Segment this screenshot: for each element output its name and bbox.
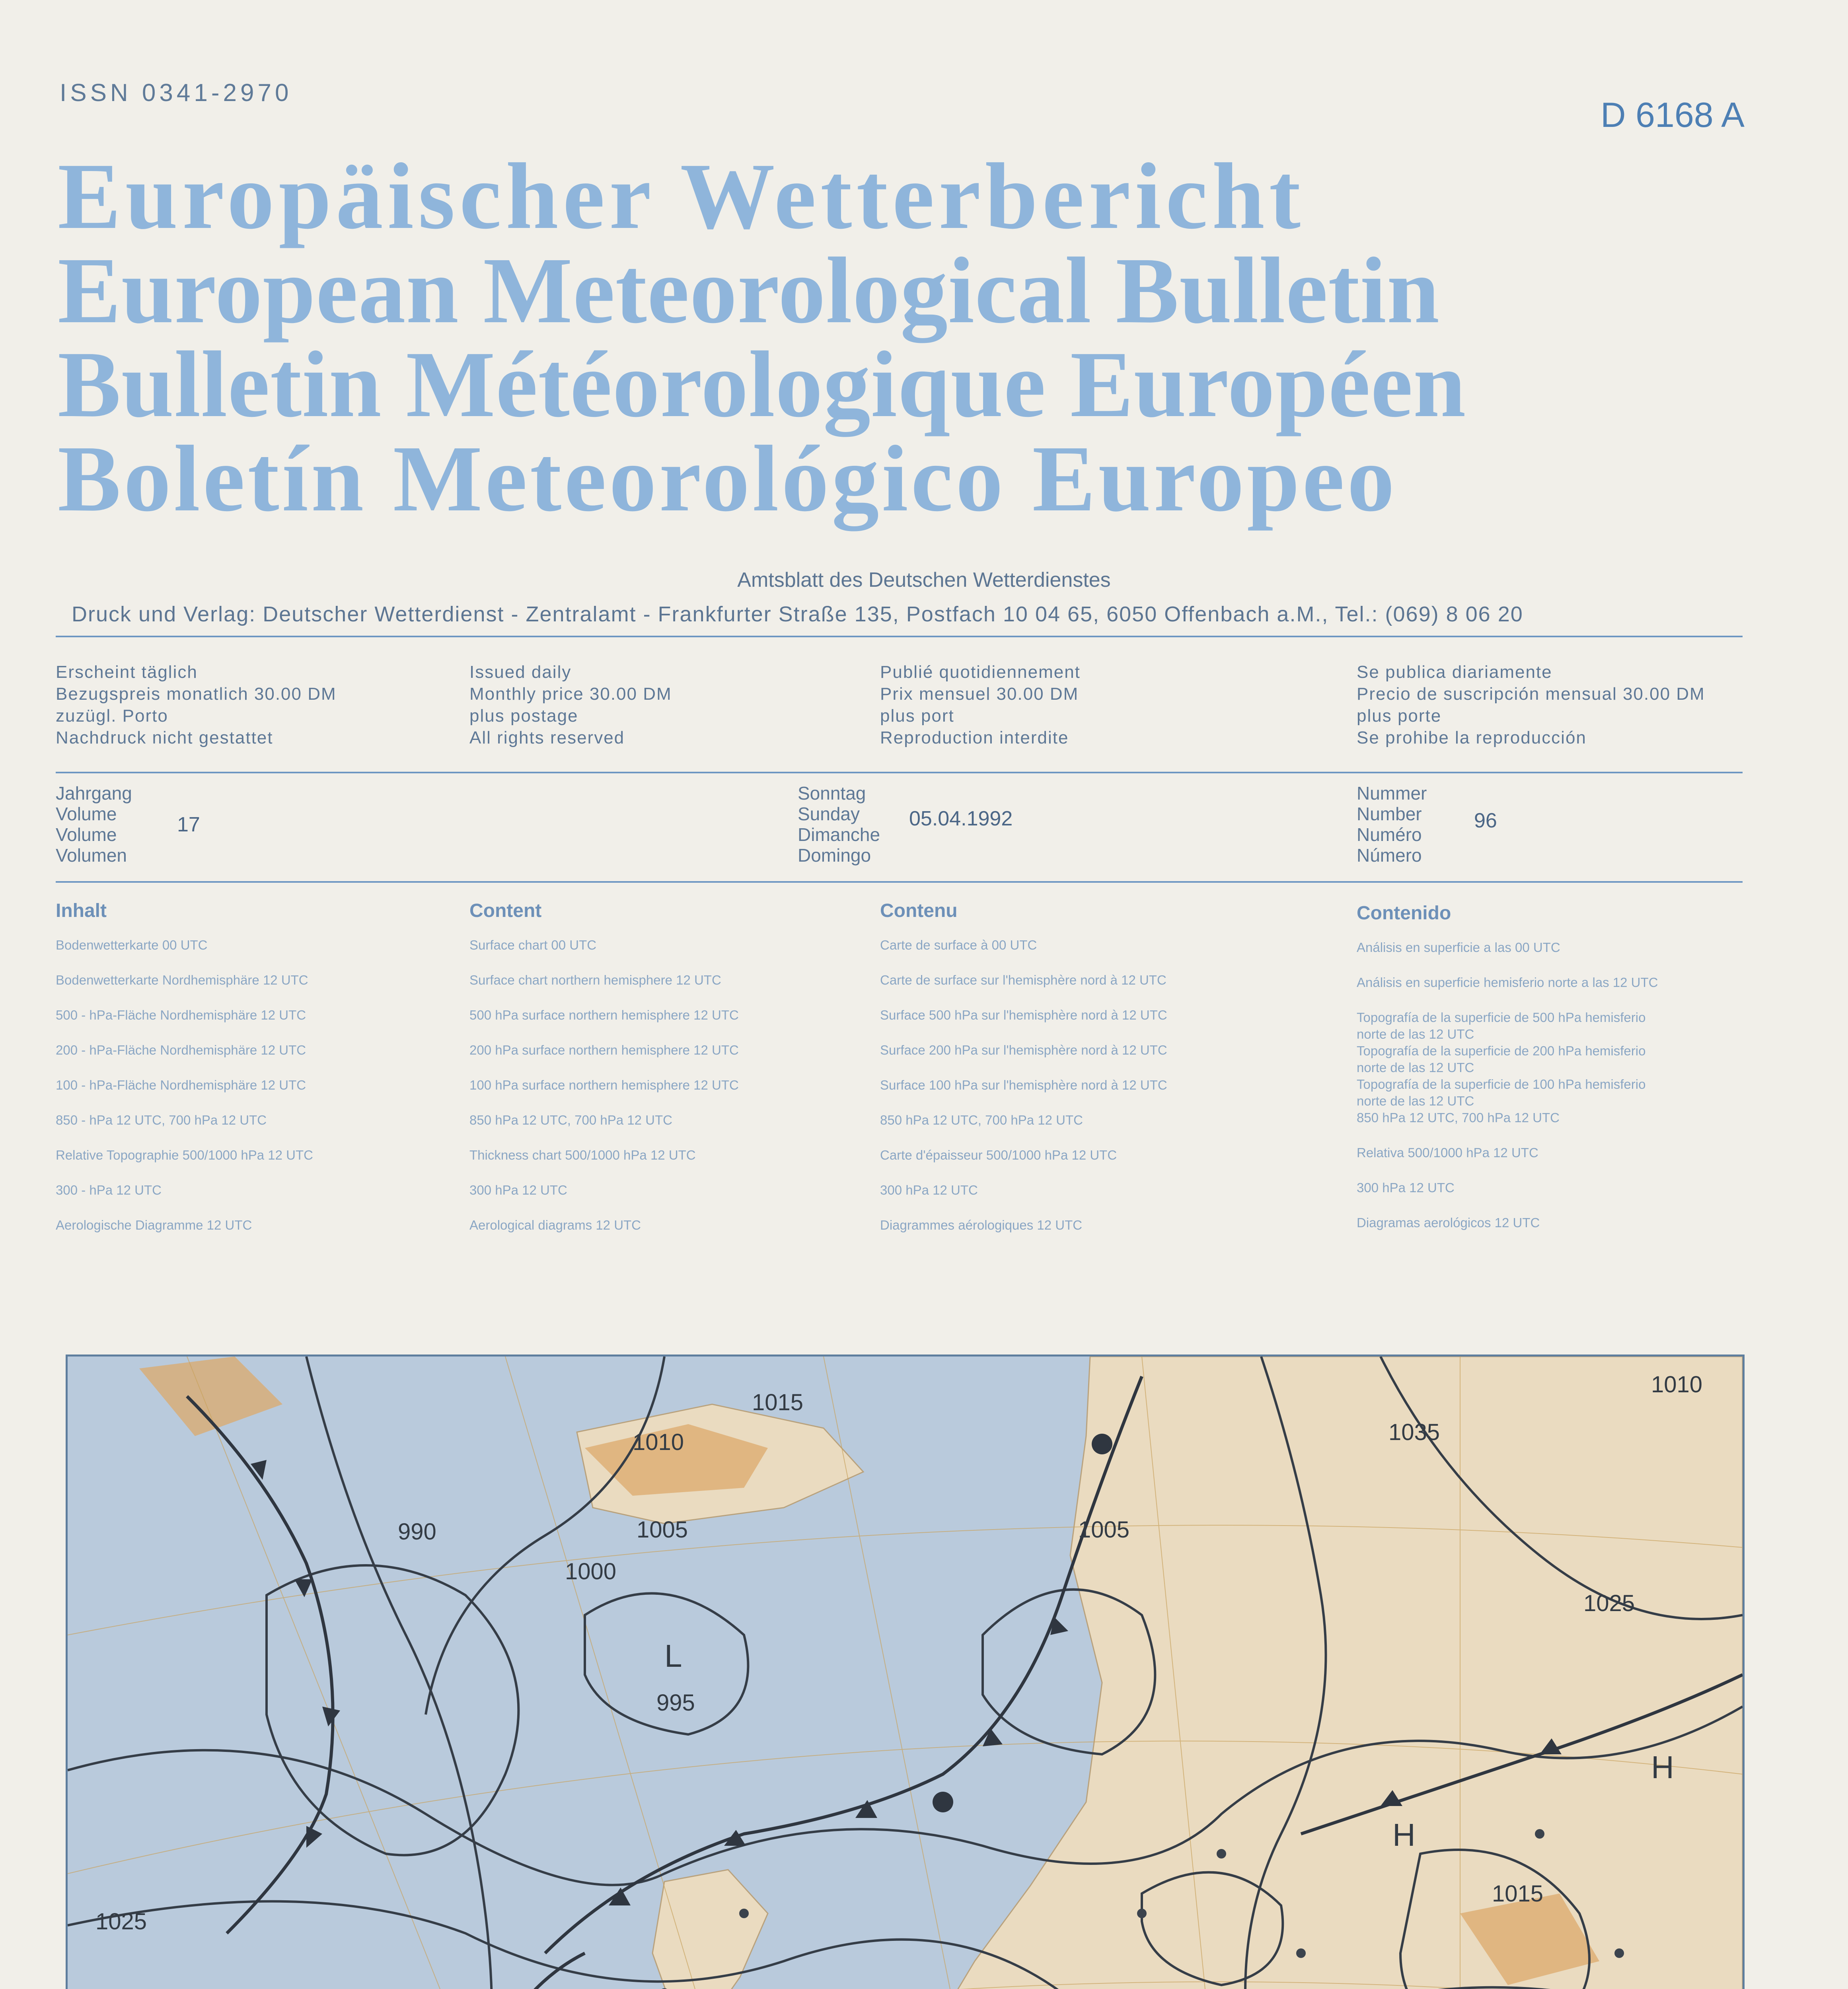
divider: [56, 772, 1743, 773]
contents-heading-french: Contenu: [880, 900, 958, 921]
isobar-label: 1005: [637, 1517, 688, 1543]
contents-heading-english: Content: [469, 900, 542, 921]
isobar-label: 1015: [752, 1390, 804, 1415]
divider: [56, 636, 1743, 637]
isobar-label: 995: [656, 1690, 695, 1716]
contents-english: Content Surface chart 00 UTC Surface chart northern hemisphere 12 UTC 500 hPa surface northern hemisphere 12 UTC 200 hPa surface northern hemisphere 12 UTC 100 hPa surface northern hemisphere 12 UTC 850 hPa 12 UTC, 700 hPa 12 UTC Thickness chart 500/1000 hPa 12 UTC 300 hPa 12 UTC Aerological diagrams 12 UTC: [469, 900, 739, 1232]
low-pressure-marker: L: [664, 1638, 682, 1674]
isobar-label: 1010: [1651, 1372, 1703, 1397]
subscription-german: Erscheint täglich Bezugspreis monatlich 30.00 DM zuzügl. Porto Nachdruck nicht gestattet: [56, 662, 337, 747]
contents-german: Inhalt Bodenwetterkarte 00 UTC Bodenwetterkarte Nordhemisphäre 12 UTC 500 - hPa-Fläche Nordhemisphäre 12 UTC 200 - hPa-Fläche Nordhemisphäre 12 UTC 100 - hPa-Fläche Nordhemisphäre 12 UTC 850 - hPa 12 UTC, 700 hPa 12 UTC Relative Topographie 500/1000 hPa 12 UTC 300 - hPa 12 UTC Aerologische Diagramme 12 UTC: [56, 900, 313, 1232]
isobar-label: 1025: [95, 1909, 147, 1935]
isobar-label: 1015: [1492, 1881, 1544, 1907]
title-english: European Meteorological Bulletin: [58, 238, 1440, 343]
publisher-line: Druck und Verlag: Deutscher Wetterdienst - Zentralamt - Frankfurter Straße 135, Postfach 10 04 65, 6050 Offenbach a.M., Tel.: (069) 8 06 20: [72, 602, 1523, 626]
issue-number: 96: [1474, 809, 1497, 832]
isobar-label: 1000: [565, 1559, 617, 1584]
title-french: Bulletin Météorologique Européen: [58, 332, 1466, 437]
volume-labels: Jahrgang Volume Volume Volumen: [56, 783, 132, 866]
number-labels: Nummer Number Numéro Número: [1357, 783, 1427, 866]
contents-french: Contenu Carte de surface à 00 UTC Carte de surface sur l'hemisphère nord à 12 UTC Surface 500 hPa sur l'hemisphère nord à 12 UTC Surface 200 hPa sur l'hemisphère nord à 12 UTC Surface 100 hPa sur l'hemisphère nord à 12 UTC 850 hPa 12 UTC, 700 hPa 12 UTC Carte d'épaisseur 500/1000 hPa 12 UTC 300 hPa 12 UTC Diagrammes aérologiques 12 UTC: [880, 900, 1167, 1232]
title-german: Europäischer Wetterbericht: [58, 144, 1305, 249]
isobar-label: 1025: [1583, 1590, 1635, 1616]
high-pressure-marker: H: [1392, 1817, 1416, 1853]
publication-code: D 6168 A: [1600, 95, 1745, 134]
isobar-label: 1010: [633, 1429, 684, 1455]
issn-number: ISSN 0341-2970: [60, 79, 292, 107]
contents-heading-german: Inhalt: [56, 900, 107, 921]
volume-value: 17: [177, 813, 200, 836]
subscription-spanish: Se publica diariamente Precio de suscripción mensual 30.00 DM plus porte Se prohibe la reproducción: [1357, 662, 1705, 747]
subscription-english: Issued daily Monthly price 30.00 DM plus postage All rights reserved: [469, 662, 672, 747]
isobar-label: 990: [398, 1519, 436, 1545]
high-pressure-marker: H: [1651, 1750, 1674, 1785]
weekday-labels: Sonntag Sunday Dimanche Domingo: [798, 783, 880, 866]
issue-date: 05.04.1992: [909, 807, 1013, 830]
official-gazette-line: Amtsblatt des Deutschen Wetterdienstes: [737, 568, 1111, 592]
title-spanish: Boletín Meteorológico Europeo: [58, 426, 1398, 531]
isobar-label: 1035: [1388, 1419, 1440, 1445]
divider: [56, 881, 1743, 883]
contents-spanish: Contenido Análisis en superficie a las 00 UTC Análisis en superficie hemisferio norte a las 12 UTC Topografía de la superficie de 500 hPa hemisferio norte de las 12 UTC Topografía de la superficie de 200 hPa hemisferio norte de las 12 UTC Topografía de la superficie de 100 hPa hemisferio norte de las 12 UTC 850 hPa 12 UTC, 700 hPa 12 UTC Relativa 500/1000 hPa 12 UTC 300 hPa 12 UTC Diagramas aerológicos 12 UTC: [1357, 903, 1658, 1230]
contents-heading-spanish: Contenido: [1357, 903, 1451, 924]
surface-weather-map: [66, 1355, 1745, 1989]
map-graphic: [68, 1356, 1743, 1989]
isobar-label: 1005: [1078, 1517, 1130, 1543]
subscription-french: Publié quotidiennement Prix mensuel 30.00 DM plus port Reproduction interdite: [880, 662, 1081, 747]
